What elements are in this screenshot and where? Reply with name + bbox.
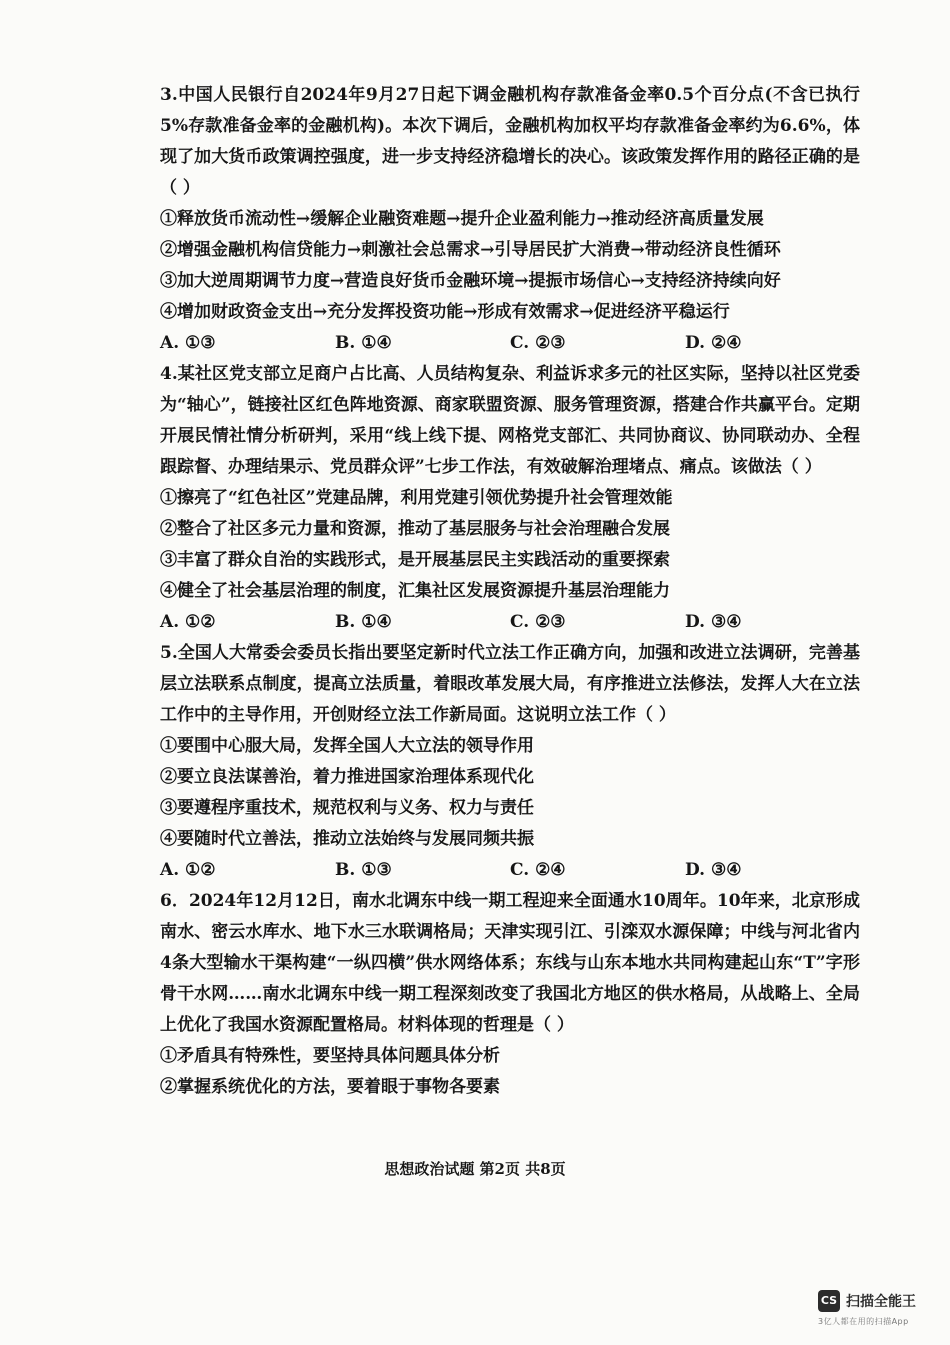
choice-a: A. ①② bbox=[160, 612, 216, 632]
choice-c: C. ②③ bbox=[510, 612, 566, 632]
option-line: ①要围中心服大局，发挥全国人大立法的领导作用 bbox=[160, 736, 534, 756]
choice-a: A. ①② bbox=[160, 860, 216, 880]
choice-c: C. ②④ bbox=[510, 860, 566, 880]
choice-d: D. ③④ bbox=[685, 612, 742, 632]
option-line: ③加大逆周期调节力度→营造良好货币金融环境→提振市场信心→支持经济持续向好 bbox=[160, 271, 781, 291]
question-4 bbox=[160, 359, 860, 638]
watermark-name: 扫描全能王 bbox=[846, 1294, 916, 1310]
question-stem: 3.中国人民银行自2024年9月27日起下调金融机构存款准备金率0.5个百分点(不含已执行5%存款准备金率的金融机构)。本次下调后，金融机构加权平均存款准备金率约为6.6%，体现了加大货币政策调控强度，进一步支持经济稳增长的决心。该政策发挥作用的路径正确的是（ ） bbox=[160, 85, 860, 198]
choice-d: D. ②④ bbox=[685, 333, 742, 353]
choice-c: C. ②③ bbox=[510, 333, 566, 353]
option-line: ①矛盾具有特殊性，要坚持具体问题具体分析 bbox=[160, 1046, 500, 1066]
choice-b: B. ①④ bbox=[335, 333, 392, 353]
option-line: ②增强金融机构信贷能力→刺激社会总需求→引导居民扩大消费→带动经济良性循环 bbox=[160, 240, 781, 260]
questions-area bbox=[160, 80, 860, 1103]
question-stem: 6．2024年12月12日，南水北调东中线一期工程迎来全面通水10周年。10年来，北京形成南水、密云水库水、地下水三水联调格局；天津实现引江、引滦双水源保障；中线与河北省内4条大型输水干渠构建“一纵四横”供水网络体系；东线与山东本地水共同构建起山东“T”字形骨干水网……南水北调东中线一期工程深刻改变了我国北方地区的供水格局，从战略上、全局上优化了我国水资源配置格局。材料体现的哲理是（ ） bbox=[160, 891, 860, 1035]
option-line: ④健全了社会基层治理的制度，汇集社区发展资源提升基层治理能力 bbox=[160, 581, 670, 601]
watermark-row bbox=[818, 1290, 938, 1312]
option-line: ②整合了社区多元力量和资源，推动了基层服务与社会治理融合发展 bbox=[160, 519, 670, 539]
choice-d: D. ③④ bbox=[685, 860, 742, 880]
answer-choices bbox=[160, 607, 860, 638]
option-line: ②要立良法谋善治，着力推进国家治理体系现代化 bbox=[160, 767, 534, 787]
option-line: ③要遵程序重技术，规范权利与义务、权力与责任 bbox=[160, 798, 534, 818]
choice-a: A. ①③ bbox=[160, 333, 216, 353]
option-line: ④增加财政资金支出→充分发挥投资功能→形成有效需求→促进经济平稳运行 bbox=[160, 302, 730, 322]
cs-logo-icon: CS bbox=[818, 1290, 840, 1312]
option-line: ④要随时代立善法，推动立法始终与发展同频共振 bbox=[160, 829, 534, 849]
option-line: ②掌握系统优化的方法，要着眼于事物各要素 bbox=[160, 1077, 500, 1097]
option-line: ①擦亮了“红色社区”党建品牌，利用党建引领优势提升社会管理效能 bbox=[160, 488, 673, 508]
answer-choices bbox=[160, 328, 860, 359]
option-line: ①释放货币流动性→缓解企业融资难题→提升企业盈利能力→推动经济高质量发展 bbox=[160, 209, 764, 229]
question-3 bbox=[160, 80, 860, 359]
scanner-watermark bbox=[818, 1290, 938, 1334]
choice-b: B. ①④ bbox=[335, 612, 392, 632]
question-6 bbox=[160, 886, 860, 1103]
question-5 bbox=[160, 638, 860, 886]
answer-choices bbox=[160, 855, 860, 886]
choice-b: B. ①③ bbox=[335, 860, 392, 880]
option-line: ③丰富了群众自治的实践形式，是开展基层民主实践活动的重要探索 bbox=[160, 550, 670, 570]
question-stem: 4.某社区党支部立足商户占比高、人员结构复杂、利益诉求多元的社区实际，坚持以社区党委为“轴心”，链接社区红色阵地资源、商家联盟资源、服务管理资源，搭建合作共赢平台。定期开展民情社情分析研判，采用“线上线下提、网格党支部汇、共同协商议、协同联动办、全程跟踪督、办理结果示、党员群众评”七步工作法，有效破解治理堵点、痛点。该做法（ ） bbox=[160, 364, 860, 477]
page-footer: 思想政治试题 第2页 共8页 bbox=[384, 1160, 566, 1178]
watermark-tagline: 3亿人都在用的扫描App bbox=[818, 1317, 909, 1326]
question-stem: 5.全国人大常委会委员长指出要坚定新时代立法工作正确方向，加强和改进立法调研，完善基层立法联系点制度，提高立法质量，着眼改革发展大局，有序推进立法修法，发挥人大在立法工作中的主导作用，开创财经立法工作新局面。这说明立法工作（ ） bbox=[160, 643, 860, 725]
